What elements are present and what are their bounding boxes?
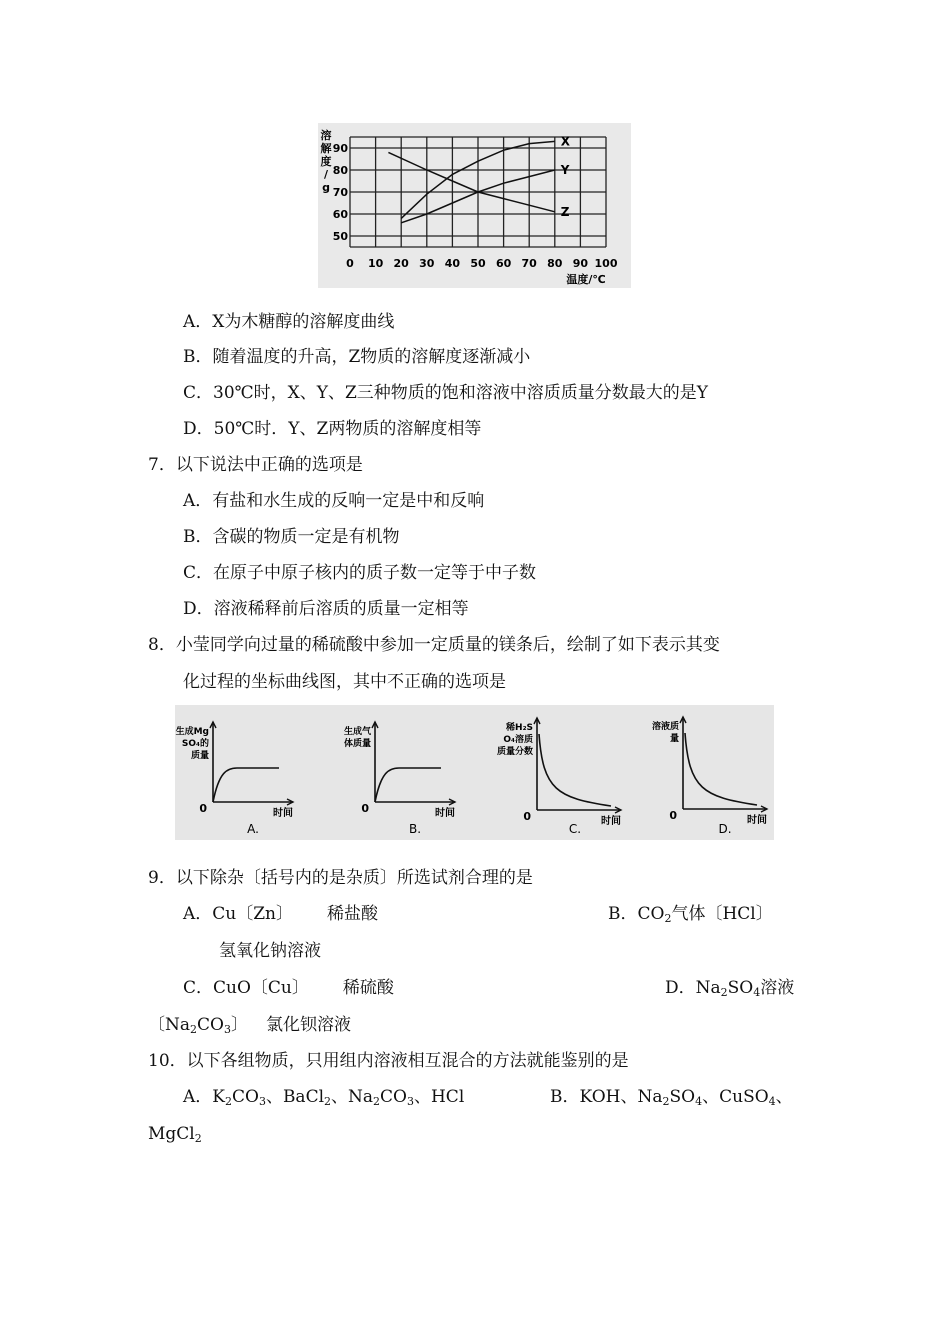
q7-option-c: C．在原子中原子核内的质子数一定等于中子数	[183, 563, 537, 583]
q6-option-b: B．随着温度的升高，Z物质的溶解度逐渐减小	[183, 347, 531, 367]
y-axis-label: 体质量	[343, 739, 371, 749]
q9-option-b-reagent: 氢氧化钠溶液	[219, 941, 321, 961]
q10-option-a: A．$K_2CO_3$、BaCl$_2$、$Na_2CO_3$、HCl	[183, 1087, 465, 1108]
q9-option-d-cont: 〔$Na_2CO_3$〕 氯化钡溶液	[148, 1015, 351, 1036]
q7-option-d: D．溶液稀释前后溶质的质量一定相等	[183, 599, 469, 619]
x-tick-label: 80	[547, 257, 563, 270]
y-axis-label: 量	[669, 734, 679, 744]
y-tick-label: 70	[332, 186, 348, 199]
y-tick-label: 80	[332, 164, 348, 177]
x-tick-label: 90	[572, 257, 589, 270]
series-label-z: Z	[560, 204, 570, 219]
x-tick-label: 70	[521, 257, 537, 270]
y-axis-label: 生成气	[343, 727, 371, 737]
y-axis-label: 质量分数	[496, 747, 533, 757]
x-tick-label: 60	[495, 257, 512, 270]
q9-option-b: B．$CO_2$气体〔HCl〕	[608, 904, 773, 925]
curve	[375, 768, 441, 802]
solubility-chart	[318, 123, 631, 288]
x-tick-label: 0	[346, 257, 354, 270]
q6-option-d: D．50℃时．Y、Z两物质的溶解度相等	[183, 419, 482, 439]
q8-stem-line1: 8．小莹同学向过量的稀硫酸中参加一定质量的镁条后，绘制了如下表示其变	[148, 635, 720, 655]
panel-label: D.	[718, 822, 732, 836]
q8-graph-b	[344, 722, 455, 836]
x-tick-label: 100	[594, 257, 618, 270]
curve	[539, 734, 611, 806]
panel-label: B.	[408, 822, 422, 836]
q10-stem: 10．以下各组物质，只用组内溶液相互混合的方法就能鉴别的是	[148, 1051, 629, 1071]
panel-label: C.	[568, 822, 582, 836]
x-tick-label: 30	[419, 257, 435, 270]
origin-label: 0	[361, 802, 369, 815]
x-axis-label: 时间	[273, 808, 293, 819]
x-tick-label: 10	[367, 257, 384, 270]
y-axis-label-char: 溶	[320, 129, 332, 142]
q8-graph-a	[176, 722, 293, 836]
series-label-y: Y	[560, 163, 570, 177]
y-tick-label: 60	[332, 208, 348, 221]
y-tick-label: 90	[332, 142, 348, 155]
q9-option-a: A．Cu〔Zn〕 稀盐酸	[183, 904, 378, 924]
y-axis-label: SO₄的	[181, 739, 209, 749]
q9-option-c: C．CuO〔Cu〕 稀硫酸	[183, 978, 394, 998]
x-tick-label: 40	[444, 257, 461, 270]
q9-stem: 9．以下除杂〔括号内的是杂质〕所选试剂合理的是	[148, 868, 533, 888]
y-tick-label: 50	[332, 230, 348, 243]
q7-option-a: A．有盐和水生成的反响一定是中和反响	[183, 491, 485, 511]
q9-option-d: D．$Na_2SO_4$溶液	[665, 978, 795, 999]
y-axis-label: 溶液质	[651, 722, 679, 732]
y-axis-label-char: 解	[320, 142, 332, 155]
x-axis-label: 时间	[435, 808, 455, 819]
q7-stem: 7．以下说法中正确的选项是	[148, 455, 363, 475]
q6-option-a: A．X为木糖醇的溶解度曲线	[183, 312, 395, 332]
y-axis-label: 生成Mg	[175, 727, 209, 737]
y-axis-label: 质量	[190, 751, 209, 761]
q8-graph-d	[652, 717, 767, 836]
q8-graphs-figure	[175, 705, 774, 840]
q10-option-b-cont: MgCl$_2$	[148, 1124, 202, 1145]
origin-label: 0	[669, 809, 677, 822]
curve	[685, 733, 757, 805]
y-axis-label-char: 度	[320, 155, 332, 168]
panel-label: A.	[247, 822, 259, 836]
x-axis-label: 温度/℃	[566, 273, 606, 286]
q6-option-c: C．30℃时，X、Y、Z三种物质的饱和溶液中溶质质量分数最大的是Y	[183, 383, 709, 403]
origin-label: 0	[523, 810, 531, 823]
q8-graph-c	[497, 718, 621, 836]
series-label-x: X	[560, 134, 571, 149]
y-axis-label: 稀H₂S	[506, 723, 533, 733]
x-tick-label: 50	[470, 257, 486, 270]
x-tick-label: 20	[393, 257, 409, 270]
q7-option-b: B．含碳的物质一定是有机物	[183, 527, 400, 547]
q10-option-b: B．KOH、$Na_2SO_4$、CuSO$_4$、	[550, 1087, 793, 1108]
x-axis-label: 时间	[601, 816, 621, 827]
origin-label: 0	[199, 802, 207, 815]
y-axis-label: O₄溶质	[503, 735, 533, 745]
x-axis-label: 时间	[747, 815, 767, 826]
curve	[213, 768, 279, 802]
q8-stem-line2: 化过程的坐标曲线图，其中不正确的选项是	[183, 672, 506, 692]
y-axis-label-char: g	[322, 181, 330, 194]
y-axis-label-char: /	[323, 168, 329, 181]
